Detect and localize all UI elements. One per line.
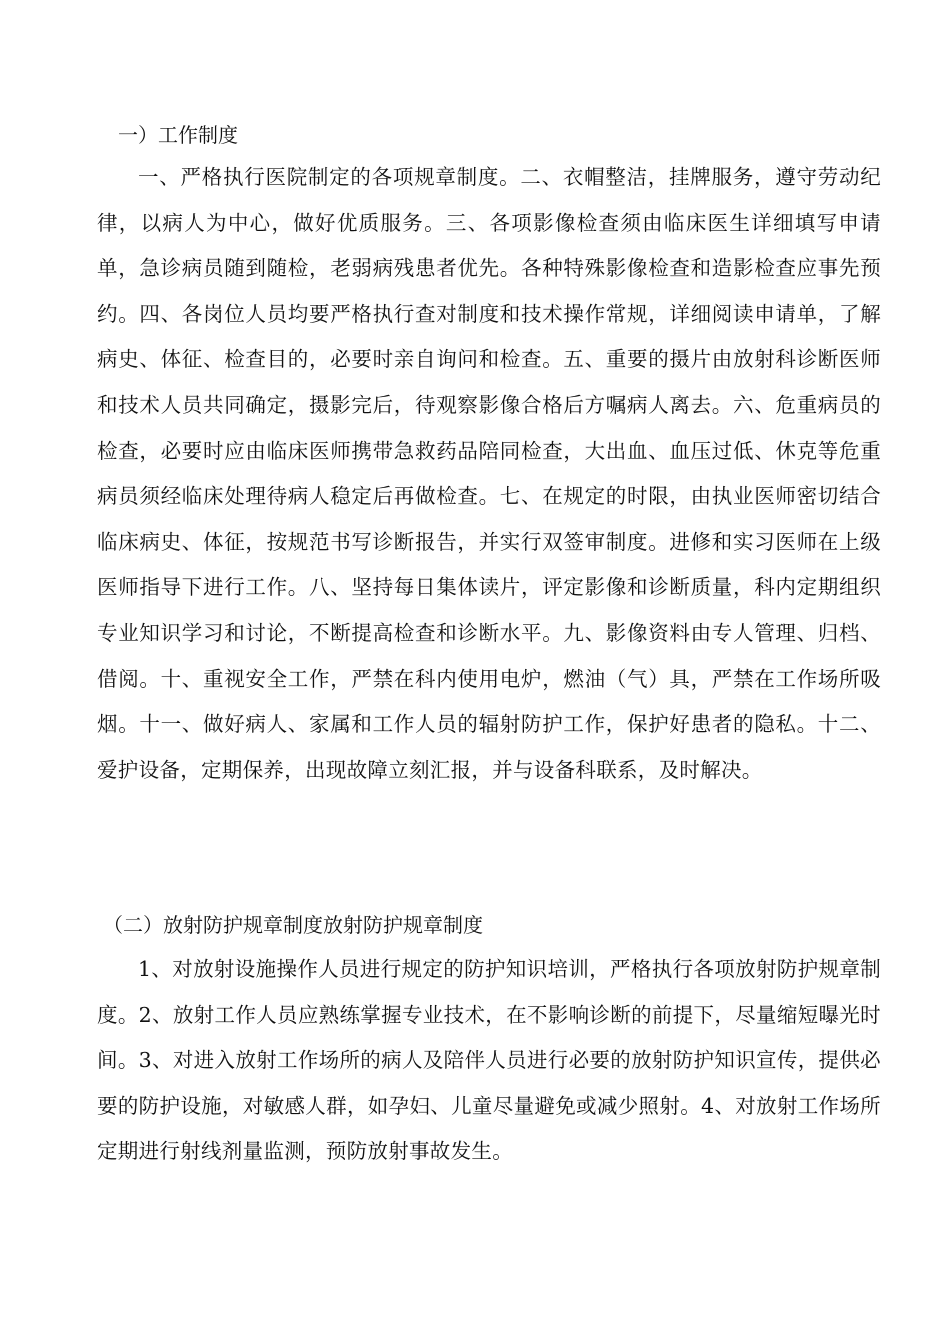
radiation-protection-paragraph: 1、对放射设施操作人员进行规定的防护知识培训，严格执行各项放射防护规章制度。2、放射工作人员应熟练掌握专业技术，在不影响诊断的前提下，尽量缩短曝光时间。3、对进入放射工作场所的病人及陪伴人员进行必要的放射防护知识宣传，提供必要的防护设施，对敏感人群，如孕妇、儿童尽量避免或减少照射。4、对放射工作场所定期进行射线剂量监测，预防放射事故发生。 <box>97 957 881 1164</box>
work-rules-paragraph: 一、严格执行医院制定的各项规章制度。二、衣帽整洁，挂牌服务，遵守劳动纪律，以病人为中心，做好优质服务。三、各项影像检查须由临床医生详细填写申请单，急诊病员随到随检，老弱病残患者优先。各种特殊影像检查和造影检查应事先预约。四、各岗位人员均要严格执行查对制度和技术操作常规，详细阅读申请单，了解病史、体征、检查目的，必要时亲自询问和检查。五、重要的摄片由放射科诊断医师和技术人员共同确定，摄影完后，待观察影像合格后方嘱病人离去。六、危重病员的检查，必要时应由临床医师携带急救药品陪同检查，大出血、血压过低、休克等危重病员须经临床处理待病人稳定后再做检查。七、在规定的时限，由执业医师密切结合临床病史、体征，按规范书写诊断报告，并实行双签审制度。进修和实习医师在上级医师指导下进行工作。八、坚持每日集体读片，评定影像和诊断质量，科内定期组织专业知识学习和讨论，不断提高检查和诊断水平。九、影像资料由专人管理、归档、借阅。十、重视安全工作，严禁在科内使用电炉，燃油（气）具，严禁在工作场所吸烟。十一、做好病人、家属和工作人员的辐射防护工作，保护好患者的隐私。十二、爱护设备，定期保养，出现故障立刻汇报，并与设备科联系，及时解决。 <box>97 165 881 782</box>
section-heading-work-rules: 一）工作制度 <box>118 123 238 147</box>
section-heading-radiation-protection: （二）放射防护规章制度放射防护规章制度 <box>103 913 483 937</box>
